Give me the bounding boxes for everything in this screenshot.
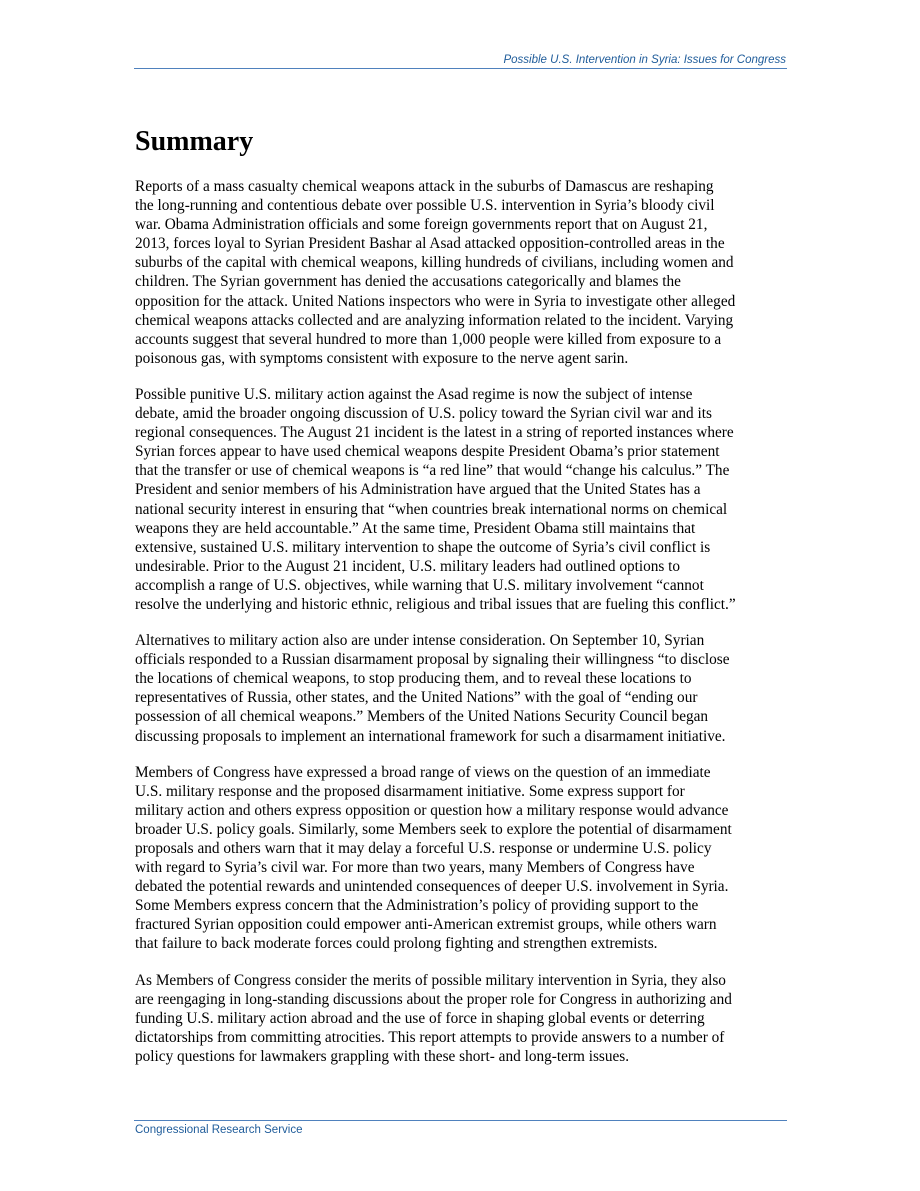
section-title: Summary [135,126,254,157]
header-divider [134,68,787,69]
paragraph-alternatives: Alternatives to military action also are under intense consideration. On September 10, Syrian officials responded to a Russian disarmament proposal by signaling their willingness “to disclose the locations of chemical weapons, to stop producing them, and to reveal these locations to representatives of Russia, other states, and the United Nations” with the goal of “ending our possession of all chemical weapons.” Members of the United Nations Security Council began discussing proposals to implement an international framework for such a disarmament initiative. [135,632,730,745]
summary-body [135,177,795,1083]
paragraph-military-action-debate: Possible punitive U.S. military action against the Asad regime is now the subject of intense debate, amid the broader ongoing discussion of U.S. policy toward the Syrian civil war and its regional consequences. The August 21 incident is the latest in a string of reported instances where Syrian forces appear to have used chemical weapons despite President Obama’s prior statement that the transfer or use of chemical weapons is “a red line” that would “change his calculus.” The President and senior members of his Administration have argued that the United States has a national security interest in ensuring that “when countries break international norms on chemical weapons they are held accountable.” At the same time, President Obama still maintains that extensive, sustained U.S. military intervention to shape the outcome of Syria’s civil conflict is undesirable. Prior to the August 21 incident, U.S. military leaders had outlined options to accomplish a range of U.S. objectives, while warning that U.S. military involvement “cannot resolve the underlying and historic ethnic, religious and tribal issues that are fueling this conflict.” [135,385,736,613]
running-header: Possible U.S. Intervention in Syria: Issues for Congress [503,54,786,66]
running-footer: Congressional Research Service [135,1124,303,1136]
paragraph-congress-views: Members of Congress have expressed a broad range of views on the question of an immediate U.S. military response and the proposed disarmament initiative. Some express support for military action and others express opposition or question how a military response would advance broader U.S. policy goals. Similarly, some Members seek to explore the potential of disarmament proposals and others warn that it may delay a forceful U.S. response or undermine U.S. policy with regard to Syria’s civil war. For more than two years, many Members of Congress have debated the potential rewards and unintended consequences of deeper U.S. involvement in Syria. Some Members express concern that the Administration’s policy of providing support to the fractured Syrian opposition could empower anti-American extremist groups, while others warn that failure to back moderate forces could prolong fighting and strengthen extremists. [135,763,732,953]
paragraph-congress-role: As Members of Congress consider the merits of possible military intervention in Syria, they also are reengaging in long-standing discussions about the proper role for Congress in authorizing and funding U.S. military action abroad and the use of force in shaping global events or deterring dictatorships from committing atrocities. This report attempts to provide answers to a number of policy questions for lawmakers grappling with these short- and long-term issues. [135,971,732,1065]
footer-divider [134,1120,787,1121]
paragraph-chemical-attack: Reports of a mass casualty chemical weapons attack in the suburbs of Damascus are reshaping the long-running and contentious debate over possible U.S. intervention in Syria’s bloody civil war. Obama Administration officials and some foreign governments report that on August 21, 2013, forces loyal to Syrian President Bashar al Asad attacked opposition-controlled areas in the suburbs of the capital with chemical weapons, killing hundreds of civilians, including women and children. The Syrian government has denied the accusations categorically and blames the opposition for the attack. United Nations inspectors who were in Syria to investigate other alleged chemical weapons attacks collected and are analyzing information related to the incident. Varying accounts suggest that several hundred to more than 1,000 people were killed from exposure to a poisonous gas, with symptoms consistent with exposure to the nerve agent sarin. [135,178,736,367]
